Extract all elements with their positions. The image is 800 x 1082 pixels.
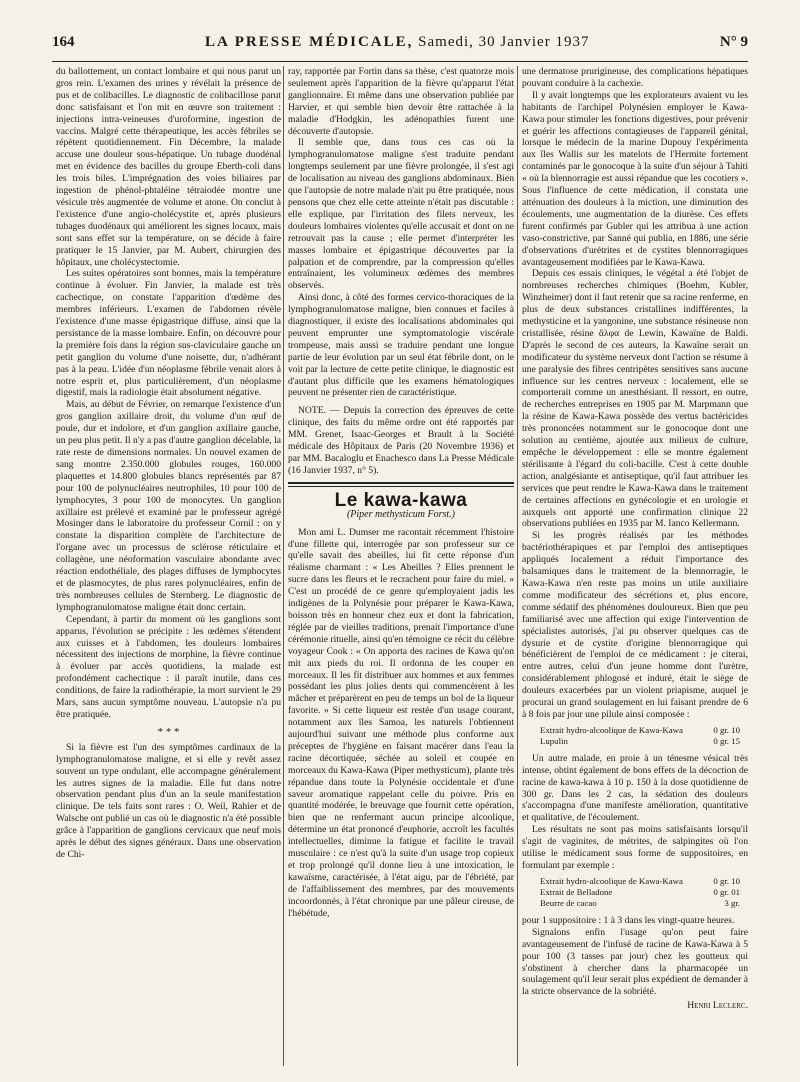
journal-name: LA PRESSE MÉDICALE, xyxy=(204,34,414,50)
page-header xyxy=(52,34,748,62)
page-number: 164 xyxy=(52,34,75,50)
paragraph: Mon ami L. Dumser me racontait récemment l'histoire d'une fillette qui, interrogée par son professeur sur ce qu'elle savait des abeilles, lui fit cette réponse d'un réalisme charmant : « Les Abeilles ? Elles prennent le sucre dans les fleurs et le recrachent pour faire du miel. » C'est un procédé de ce genre qu'employaient jadis les indigènes de la Polynésie pour préparer le Kawa-Kawa, boisson très en honneur chez eux et dont la fabrication, réglée par de vieilles traditions, prenait l'importance d'une cérémonie rituelle, ainsi qu'en témoigne ce récit du célèbre voyageur Cook : « On apporta des racines de Kawa qu'on mit aux pieds du roi. Il ordonna de les couper en morceaux. Il les fit distribuer aux hommes et aux femmes possédant les plus jolies dents qui commencèrent à les mâcher et préparèrent en peu de temps un bol de la liqueur favorite. » Si cette liqueur est restée d'un usage courant, notamment aux îles Samoa, les naturels l'obtiennent aujourd'hui suivant une méthode plus conforme aux préceptes de l'hygiène en faisant macérer dans l'eau la racine décortiquée, séchée au soleil et coupée en morceaux du Kawa-Kawa (Piper methysticum), plante très répandue dans toute la Polynésie occidentale et d'une saveur aromatique rappelant celle du poivre. Pris en quantité modérée, le breuvage que fournit cette opération, bien que ne renfermant aucun principe alcoolique, détermine un état prononcé d'euphorie, accroît les facultés intellectuelles, diminue la fatigue et facilite le travail musculaire : ce n'est qu'à la suite d'un usage trop copieux et trop prolongé qu'il donne lieu à une intoxication, le kawaïsme, caractérisée, à l'état aigu, par de l'ébriété, par de l'affaiblissement des membres, par des mouvements incoordonnés, à l'état chronique par une pâleur cireuse, de l'hébétude, xyxy=(288,526,514,919)
issue-number: N° 9 xyxy=(719,34,748,50)
paragraph: Il y avait longtemps que les explorateurs avaient vu les habitants de l'archipel Polynésien employer le Kawa-Kawa pour stimuler les fonctions digestives, pour prévenir et guérir les affections contagieuses de l'appareil génital, lorsque le médecin de la marine Dupouy l'expérimenta aux îles Wallis sur les matelots de l'Hermite fortement contaminés par le gonocoque à la suite d'un séjour à Tahiti « où la blennorragie est aussi répandue que les cocotiers ». Sous l'influence de cette médication, il constata une atténuation des douleurs à la miction, une diminution des écoulements, une augmentation de la diurèse. Ces effets furent confirmés par Gubler qui les attribua à une action vaso-constrictive, par Sanné qui publia, en 1886, une série d'observations d'urétrites et de cystites blennorragiques avantageusement modifiées par le Kawa-Kawa. xyxy=(522,89,748,268)
prescription-line: Extrait de Belladone 0 gr. 01 xyxy=(540,886,740,897)
column-2 xyxy=(288,66,514,920)
article-separator xyxy=(288,482,514,487)
prescription-suppository xyxy=(540,876,740,909)
author-signature: Henri Leclerc. xyxy=(687,1000,748,1012)
column-1 xyxy=(56,66,281,861)
paragraph: Les résultats ne sont pas moins satisfaisants lorsqu'il s'agit de vaginites, de métrites, de salpingites où l'on utilise le médicament sous forme de suppositoires, en formulant par exemple : xyxy=(522,824,748,871)
paragraph: Ainsi donc, à côté des formes cervico-thoraciques de la lymphogranulomatose maligne, bien connues et faciles à diagnostiquer, il existe des localisations abdominales qui peuvent emprunter une symptomatologie viscérale trompeuse, mais aussi se traduire pendant une longue partie de leur évolution par un seul état fébrile dont, on le voit par la lecture de cette petite clinique, le diagnostic est d'autant plus difficile que les examens hématologiques peuvent ne présenter rien de caractéristique. xyxy=(288,292,514,399)
paragraph: une dermatose prurigineuse, des complications hépatiques pouvant conduire à la cachexie. xyxy=(522,66,748,89)
paragraph: Si les progrès réalisés par les méthodes bactériothérapiques et par l'emploi des antiseptiques appliqués localement a réduit l'importance des balsamiques dans le traitement de la blennorragie, le Kawa-Kawa n'en reste pas moins un utile auxiliaire comme modificateur des sécrétions et, plus encore, comme sédatif des phénomènes douloureux. Bien que peu familiarisé avec une affection qui exige l'intervention de spécialistes autorisés, j'ai pu observer quelques cas de dysurie et de cystite d'origine blennorragique qui bénéficièrent de l'emploi de ce médicament : je citerai, entre autres, celui d'un jeune homme dont l'urètre, considérablement phlogosé et induré, était le siège de douleurs exacerbées par un violent priapisme, auquel je procurai un grand soulagement en lui faisant prendre de 6 à 8 fois par jour une pilule ainsi composée : xyxy=(522,530,748,720)
prescription-line: Lupulin 0 gr. 15 xyxy=(540,735,740,746)
paragraph: Si la fièvre est l'un des symptômes cardinaux de la lymphogranulomatose maligne, et si elle y revêt assez souvent un type ondulant, elle accompagne généralement les autres signes de la maladie. Elle fut dans notre observation pendant plus d'un an la seule manifestation clinique. De tels faits sont rares : O. Weil, Rahier et de Walsche ont publié un cas où le diagnostic n'a été possible grâce à l'apparition de ganglions cervicaux que neuf mois après le début des signes généraux. Dans une observation de Chi- xyxy=(56,741,281,860)
paragraph: Il semble que, dans tous ces cas où la lymphogranulomatose maligne s'est traduite pendant longtemps seulement par une fièvre prolongée, il s'est agi de localisation au niveau des ganglions abdominaux. Bien que l'autopsie de notre malade n'ait pu être pratiquée, nous pensons que chez elle cette atteinte n'était pas discutable : elle explique, par l'irritation des filets nerveux, les douleurs lombaires violentes qu'elle accusait et dont on ne retrouvait pas la cause ; elle permet d'interpréter les masses lombaire et épigastrique découvertes par la palpation et de comprendre, par la compression qu'elles entraînaient, les volumineux œdèmes des membres observés. xyxy=(288,137,514,292)
column-3 xyxy=(522,66,748,1012)
column-rule-1 xyxy=(283,66,284,1066)
paragraph: ray, rapportée par Fortin dans sa thèse, c'est quatorze mois seulement après l'apparition de la fièvre qu'apparut l'état ganglionnaire. Et même dans une observation publiée par Harvier, et qui semble bien devoir être rattachée à la maladie d'Hodgkin, les adénopathies furent une découverte d'autopsie. xyxy=(288,66,514,137)
article-title: Le kawa-kawa xyxy=(334,489,468,511)
paragraph: Depuis ces essais cliniques, le végétal a été l'objet de nombreuses recherches chimiques (Boehm, Kubler, Winzheimer) dont il faut retenir que sa racine renferme, en plus de deux substances cristallines indifférentes, la methysticine et la yangonine, une substance résineuse non cristallisée, résine ἄλφα de Lewin, Kawaïne de Baldi. D'après le second de ces auteurs, la Kawaïne serait un modificateur du système nerveux dont l'action se résume à une paralysie des fibres centripètes sensitives sans aucune influence sur les centres nerveux : localement, elle se comporterait comme un anesthésiant. Il ressort, en outre, de recherches entreprises en 1905 par M. Marpmann que la résine de Kawa-Kawa possède des vertus bactéricides très prononcées notamment sur le gonocoque dont une solution au centième, ajoutée aux milieux de culture, empêche le développement : elle se montre également stérilisante à l'égard du coli-bacille. C'est à cette double action, analgésiante et antiseptique, qu'il faut attribuer les services que peut rendre le Kawa-Kawa dans le traitement de certaines affections en gynécologie et en urologie et auxquels ont apporté une confirmation clinique 22 observations publiées en 1935 par M. Ianco Kellermann. xyxy=(522,268,748,530)
paragraph: du ballottement, un contact lombaire et qui nous parut un gros rein. L'examen des urines y révélait la présence de pus et de colibacilles. Le diagnostic de colibacillose parut donc satisfaisant et l'on mit en œuvre son traitement : injections intra-veineuses d'uroformine, ingestion de vaccins. Malgré cette thérapeutique, les accès fébriles se répètent quotidiennement. Fin Décembre, la malade accuse une douleur sous-hépatique. Un tubage duodénal met en évidence des bacilles du groupe Eberth-coli dans les trois biles. L'imprégnation des voies biliaires par ingestion de phénol-phtaléine tétraiodée montre une vésicule très augmentée de volume et atone. On conclut à l'existence d'une angio-cholécystite et, après plusieurs tubages duodénaux qui améliorent les signes locaux, mais sont sans effet sur la température, on se décide à faire pratiquer le 15 Janvier, par M. Aubert, chirurgien des hôpitaux, une cholécystectomie. xyxy=(56,66,281,268)
column-rule-2 xyxy=(517,66,518,1066)
paragraph: Cependant, à partir du moment où les ganglions sont apparus, l'évolution se précipite : les œdèmes s'étendent aux cuisses et à l'abdomen, les douleurs lombaires nécessitent des injections de morphine, la fièvre continue à évoluer par accès quotidiens, la malade est profondément cachectique : il paraît inutile, dans ces conditions, de faire la radiothérapie, la mort survient le 29 Mars, sans aucun symptôme nouveau. L'autopsie n'a pu être pratiquée. xyxy=(56,613,281,720)
prescription-line: Beurre de cacao 3 gr. xyxy=(540,897,740,908)
paragraph: Un autre malade, en proie à un ténesme vésical très intense, obtint également de bons effets de la décoction de racine de kawa-kawa à 10 p. 150 à la dose quotidienne de 300 gr. Dans les 2 cas, la sédation des douleurs s'accompagna d'une manifeste amélioration, quantitative et qualitative, de l'écoulement. xyxy=(522,752,748,824)
paragraph: pour 1 suppositoire : 1 à 3 dans les vingt-quatre heures. xyxy=(522,914,735,926)
paragraph: Mais, au début de Février, on remarque l'existence d'un gros ganglion axillaire droit, du volume d'un œuf de poule, dur et indolore, et d'un ganglion axillaire gauche, un peu plus petit. Il n'y a pas d'autre ganglion décelable, la rate reste de dimensions normales. Un nouvel examen de sang montre 2.350.000 globules rouges, 160.000 plaquettes et 14.800 globules blancs représentés par 87 pour 100 de polynucléaires neutrophiles, 10 pour 100 de lymphocytes, 3 pour 100 de monocytes. Un ganglion axillaire est prélevé et examiné par le professeur agrégé Mosinger dans le laboratoire du professeur Cornil : on y constate la disparition complète de l'architecture de l'organe avec un processus de sclérose réticulaire et collagène, une néoformation vasculaire abondante avec réaction endothéliale, des plages diffuses de lymphocytes et de plasmocytes, de plus rares polynucléaires, enfin de très nombreuses cellules de Sternberg. Le diagnostic de lymphogranulomatose maligne était donc certain. xyxy=(56,399,281,613)
prescription-pill xyxy=(540,725,740,747)
section-separator-stars: * * * xyxy=(157,725,180,738)
running-title xyxy=(205,34,590,51)
article-subtitle: (Piper methysticum Forst.) xyxy=(346,508,456,520)
prescription-line: Extrait hydro-alcoolique de Kawa-Kawa 0 gr. 10 xyxy=(540,875,740,886)
paragraph: Signalons enfin l'usage qu'on peut faire avantageusement de l'infusé de racine de Kawa-Kawa à 5 pour 100 (3 tasses par jour) chez les goutteux qui s'obstinent à chercher dans la pharmacopée un soulagement qu'il leur serait plus expédient de demander à la stricte observance de la sobriété. xyxy=(522,926,748,998)
issue-date: Samedi, 30 Janvier 1937 xyxy=(418,34,590,50)
prescription-line: Extrait hydro-alcoolique de Kawa-Kawa 0 gr. 10 xyxy=(540,724,740,735)
note-paragraph: NOTE. — Depuis la correction des épreuves de cette clinique, des faits du même ordre ont été rapportés par MM. Grenet, Isaac-Georges et Brault à la Société médicale des Hôpitaux de Paris (20 Novembre 1936) et par MM. Bacaloglu et Enachesco dans La Presse Médicale (16 Janvier 1937, n° 5). xyxy=(288,405,514,476)
paragraph: Les suites opératoires sont bonnes, mais la température continue à évoluer. Fin Janvier, la malade est très cachectique, on constate l'apparition d'œdème des membres inférieurs. L'examen de l'abdomen révèle l'existence d'une masse épigastrique diffuse, ainsi que la persistance de la masse lombaire. Enfin, on découvre pour la première fois dans la région sus-claviculaire gauche un petit ganglion du volume d'une noisette, dur, n'adhérant pas à la peau. L'idée d'un néoplasme fébrile venait alors à notre esprit et, plus particulièrement, d'un néoplasme digestif, mais la radiologie était absolument négative. xyxy=(56,268,281,399)
